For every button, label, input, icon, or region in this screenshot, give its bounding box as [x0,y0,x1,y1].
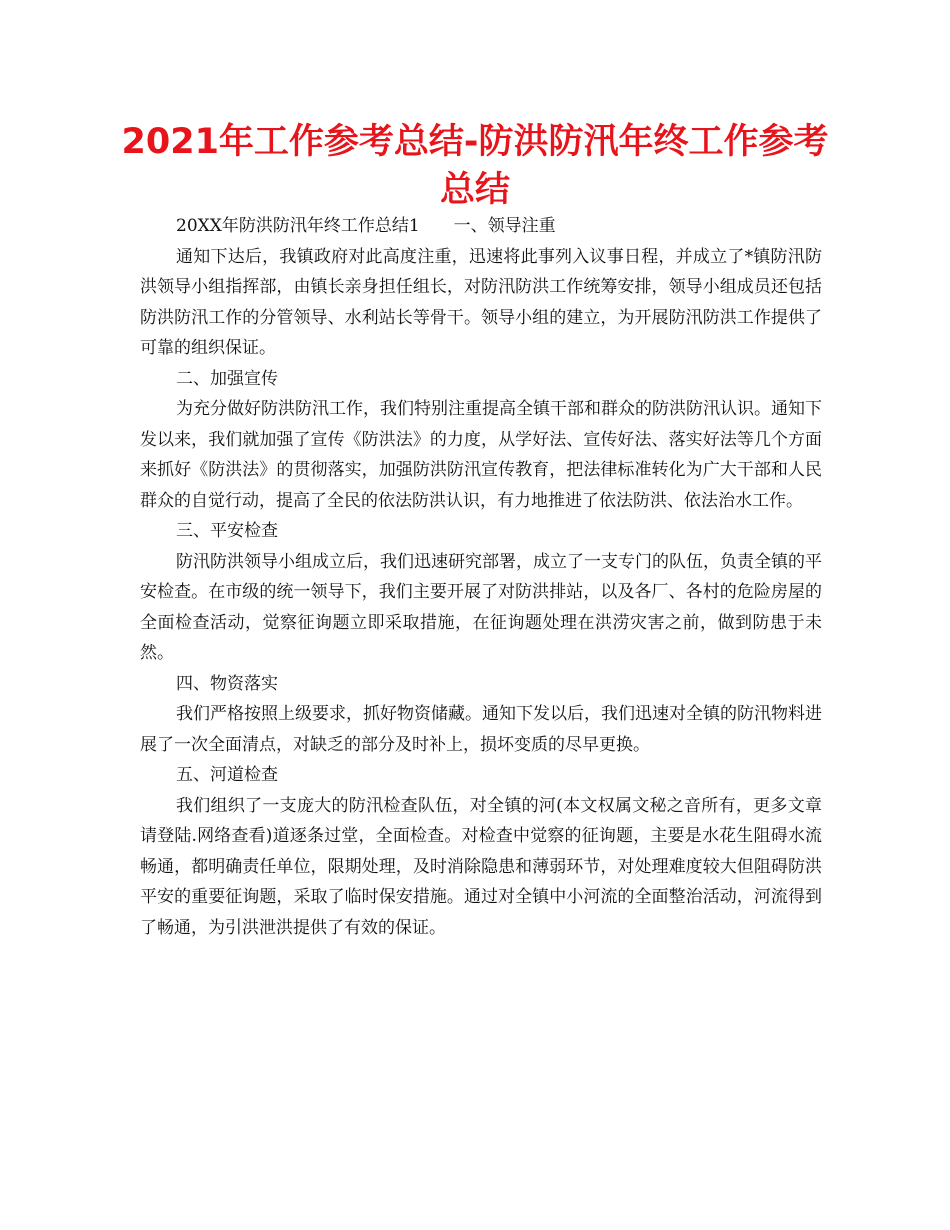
paragraph-river-inspection: 我们组织了一支庞大的防汛检查队伍，对全镇的河(本文权属文秘之音所有，更多文章请登陆.网络查看)道逐条过堂，全面检查。对检查中觉察的征询题，主要是水花生阻碍水流畅通，都明确责任单位，限期处理，及时消除隐患和薄弱环节，对处理难度较大但阻碍防洪平安的重要征询题，采取了临时保安措施。通过对全镇中小河流的全面整治活动，河流得到了畅通，为引洪泄洪提供了有效的保证。 [140,795,822,938]
paragraph-safety-inspection: 防汛防洪领导小组成立后，我们迅速研究部署，成立了一支专门的队伍，负责全镇的平安检查。在市级的统一领导下，我们主要开展了对防洪排站，以及各厂、各村的危险房屋的全面检查活动，觉察征询题立即采取措施，在征询题处理在洪涝灾害之前，做到防患于未然。 [140,551,822,663]
section-heading-publicity: 二、加强宣传 [176,368,278,389]
paragraph-materials: 我们严格按照上级要求，抓好物资储藏。通知下发以后，我们迅速对全镇的防汛物料进展了一次全面清点，对缺乏的部分及时补上，损坏变质的尽早更换。 [140,704,822,755]
document-body [140,211,822,943]
paragraph-leadership: 通知下达后，我镇政府对此高度注重，迅速将此事列入议事日程，并成立了*镇防汛防洪领导小组指挥部，由镇长亲身担任组长，对防汛防洪工作统筹安排，领导小组成员还包括防洪防汛工作的分管领导、水利站长等骨干。领导小组的建立，为开展防汛防洪工作提供了可靠的组织保证。 [140,246,822,358]
section-heading-river-inspection: 五、河道检查 [176,765,278,785]
section-heading-safety-inspection: 三、平安检查 [176,521,278,541]
paragraph-publicity: 为充分做好防洪防汛工作，我们特别注重提高全镇干部和群众的防洪防汛认识。通知下发以来，我们就加强了宣传《防洪法》的力度，从学好法、宣传好法、落实好法等几个方面来抓好《防洪法》的贯彻落实，加强防洪防汛宣传教育，把法律标准转化为广大干部和人民群众的自觉行动，提高了全民的依法防洪认识，有力地推进了依法防洪、依法治水工作。 [140,399,822,511]
document-title: 2021年工作参考总结-防洪防汛年终工作参考总结 [121,122,829,210]
section-heading-materials: 四、物资落实 [176,673,278,694]
intro-line: 20XX年防洪防汛年终工作总结1 一、领导注重 [176,216,556,236]
